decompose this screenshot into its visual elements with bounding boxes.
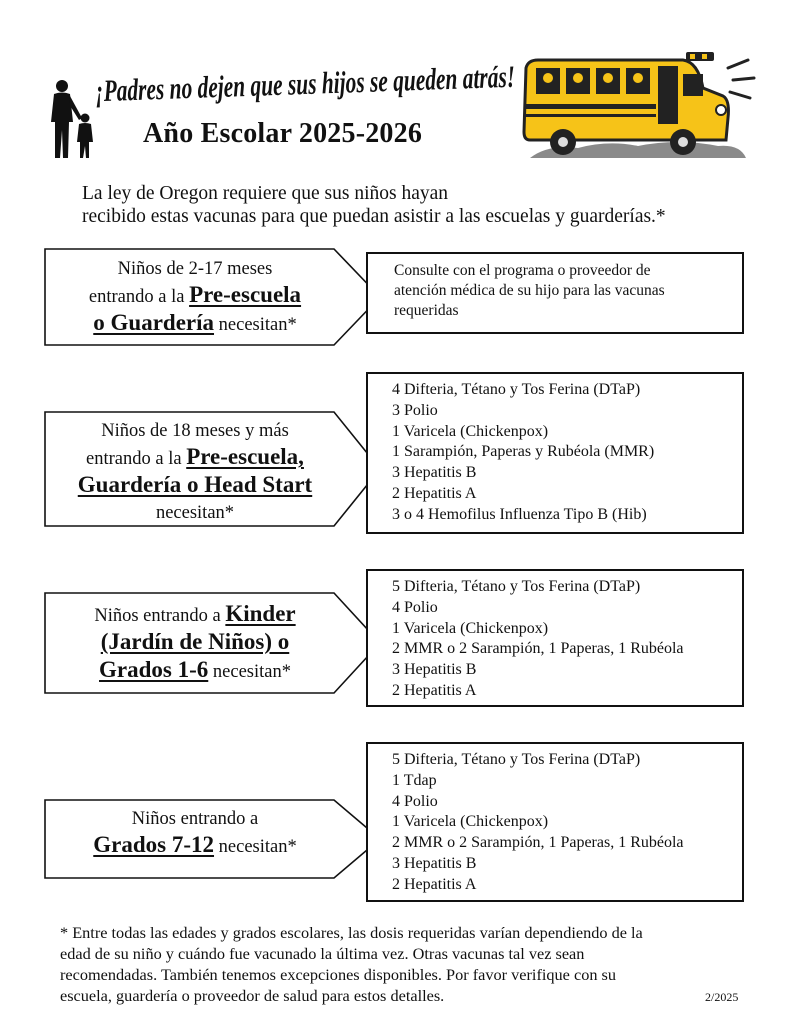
note-line: atención médica de su hijo para las vacunas [394, 282, 665, 299]
vaccine-item: 2 Hepatitis A [392, 875, 477, 893]
vaccine-item: 2 MMR o 2 Sarampión, 1 Paperas, 1 Rubéola [392, 834, 684, 852]
group-3-label-line-3: Grados 1-6 necesitan* [99, 657, 291, 682]
banner-text: ¡Padres no dejen que sus hijos se queden atrás! [94, 52, 704, 109]
group-1-label-line-2: entrando a la Pre-escuela [88, 282, 302, 307]
vaccine-item: 1 Varicela (Chickenpox) [392, 422, 549, 440]
vaccine-item: 2 Hepatitis A [392, 681, 477, 699]
vaccine-item: 3 Hepatitis B [392, 661, 477, 679]
group-2-label-line-4: necesitan* [155, 503, 235, 523]
note-line: requeridas [394, 302, 459, 319]
group-4-label-line-2: Grados 7-12 necesitan* [93, 832, 297, 857]
group-3-vaccine-box [366, 569, 744, 707]
footnote-line: recomendadas. También tenemos excepciones disponibles. Por favor verifique con su [60, 965, 617, 984]
vaccine-item: 3 Hepatitis B [392, 464, 477, 482]
group-2-label [50, 418, 340, 526]
page-title: Año Escolar 2025-2026 [143, 118, 423, 149]
group-1-label-line-3: o Guardería necesitan* [93, 310, 297, 335]
group-2-label-line-2: entrando a la Pre-escuela, [86, 444, 304, 469]
note-line: Consulte con el programa o proveedor de [394, 262, 651, 279]
group-3-label-line-2: (Jardín de Niños) o [100, 629, 290, 654]
vaccine-item: 4 Difteria, Tétano y Tos Ferina (DTaP) [392, 381, 641, 398]
vaccine-item: 1 Sarampión, Paperas y Rubéola (MMR) [392, 443, 655, 461]
vaccine-item: 3 o 4 Hemofilus Influenza Tipo B (Hib) [392, 505, 647, 523]
vaccine-item: 3 Hepatitis B [392, 854, 477, 872]
vaccine-item: 5 Difteria, Tétano y Tos Ferina (DTaP) [392, 751, 641, 768]
vaccine-item: 1 Tdap [392, 771, 437, 789]
vaccine-item: 4 Polio [392, 792, 438, 810]
group-3-label-line-1: Niños entrando a Kinder [94, 601, 296, 626]
vaccine-item: 1 Varicela (Chickenpox) [392, 813, 549, 831]
group-2-label-line-3: Guardería o Head Start [77, 472, 313, 497]
group-2-vaccine-box [366, 372, 744, 534]
vaccine-item: 5 Difteria, Tétano y Tos Ferina (DTaP) [392, 578, 641, 595]
group-1-label-line-1: Niños de 2-17 meses [117, 259, 273, 279]
group-3-label [50, 601, 340, 685]
header-banner [90, 50, 704, 110]
footnote-line: * Entre todas las edades y grados escolares, las dosis requeridas varían dependiendo de la [60, 923, 643, 942]
group-1-label [50, 256, 340, 338]
vaccine-item: 2 Hepatitis A [392, 484, 477, 502]
vaccine-item: 3 Polio [392, 401, 438, 419]
vaccine-item: 2 MMR o 2 Sarampión, 1 Paperas, 1 Rubéola [392, 640, 684, 658]
version-date: 2/2025 [705, 990, 739, 1004]
vaccine-item: 1 Varicela (Chickenpox) [392, 619, 549, 637]
intro-paragraph [82, 182, 742, 228]
group-1-note-box [366, 252, 744, 334]
footnote-line: escuela, guardería o proveedor de salud para estos detalles. [60, 986, 445, 1005]
group-4-vaccine-box [366, 742, 744, 902]
school-bus-icon [518, 48, 758, 168]
group-4-label [50, 806, 340, 860]
footnote [60, 922, 750, 1006]
group-4-label-line-1: Niños entrando a [131, 809, 259, 829]
group-2-label-line-1: Niños de 18 meses y más [101, 421, 289, 441]
vaccine-item: 4 Polio [392, 598, 438, 616]
footnote-line: edad de su niño y cuándo fue vacunado la última vez. Otras vacunas tal vez sean [60, 944, 585, 963]
intro-line-2: recibido estas vacunas para que puedan asistir a las escuelas y guarderías.* [82, 206, 666, 227]
intro-line-1: La ley de Oregon requiere que sus niños hayan [82, 183, 449, 204]
